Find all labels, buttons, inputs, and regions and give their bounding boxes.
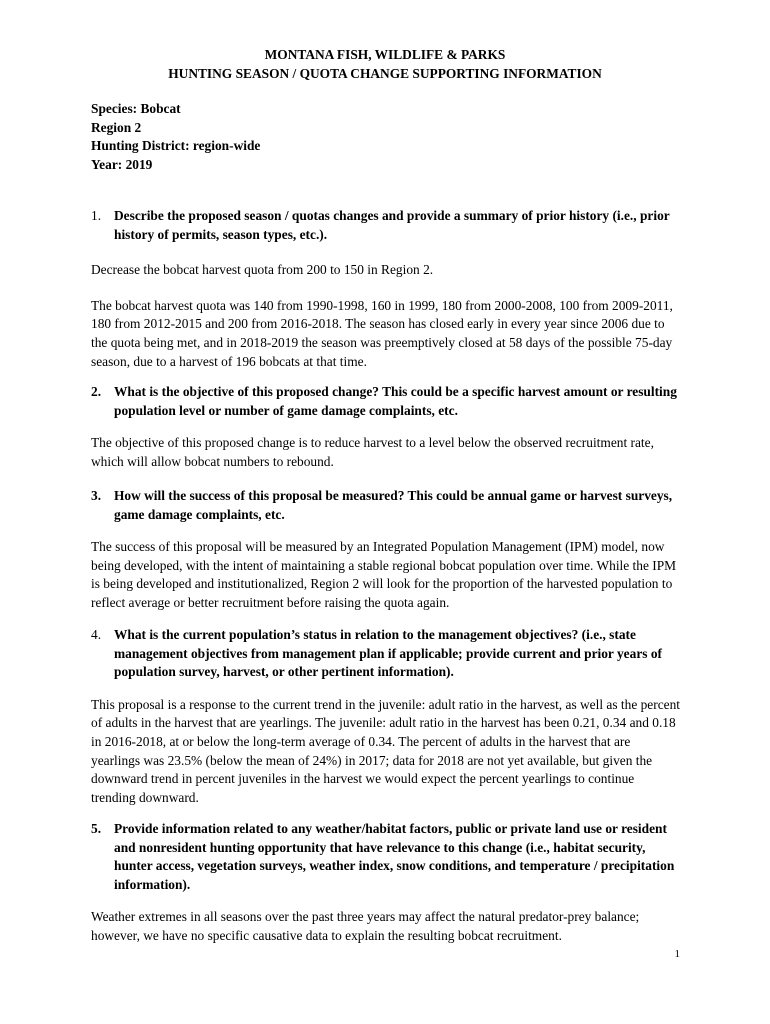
hunting-district-label: Hunting District: region-wide [91,138,261,154]
section-1-answer-2: The bobcat harvest quota was 140 from 1990-1998, 160 in 1999, 180 from 2000-2008, 100 from 2009-2011, 180 from 2012-2015 and 200 from 2016-2018. The season has closed early in every year since 2006 due to the quota being met, and in 2018-2019 the season was preemptively closed at 58 days of the possible 75-day season, due to a harvest of 196 bobcats at that time. [91,297,673,369]
species-label: Species: Bobcat [91,101,181,116]
section-2 [91,383,682,471]
region-label: Region 2 [91,119,142,135]
section-5 [91,820,682,946]
section-5-answer-1: Weather extremes in all seasons over the past three years may affect the natural predator-prey balance; however, we have no specific causative data to explain the resulting bobcat recruitment. [91,909,640,943]
page-number: 1 [674,948,680,960]
section-4-question-text: What is the current population’s status in relation to the management objectives? (i.e., state management objectives from management plan if applicable; provide current and prior years of population survey, harvest, or other pertinent information). [114,627,662,680]
year-label: Year: 2019 [91,156,153,172]
section-1-number: 1. [91,208,102,223]
section-2-number: 2. [91,384,102,399]
section-3-question-text: How will the success of this proposal be measured? This could be annual game or harvest surveys, game damage complaints, etc. [114,488,673,522]
section-4-number: 4. [91,627,102,642]
section-3-question [91,487,682,524]
section-4-question [91,626,682,682]
document-title: HUNTING SEASON / QUOTA CHANGE SUPPORTING INFORMATION [168,65,602,81]
section-2-question-text: What is the objective of this proposed change? This could be a specific harvest amount or resulting population level or number of game damage complaints, etc. [114,384,677,418]
document-header [0,46,770,83]
section-2-question [91,383,682,420]
section-2-answer-1: The objective of this proposed change is to reduce harvest to a level below the observed recruitment rate, which will allow bobcat numbers to rebound. [91,435,654,469]
section-1-question-text: Describe the proposed season / quotas changes and provide a summary of prior history (i.e., prior history of permits, season types, etc.). [114,208,670,242]
section-3-answer-1: The success of this proposal will be measured by an Integrated Population Management (IPM) model, now being developed, with the intent of maintaining a stable regional bobcat population over time. While the IPM is being developed and institutionalized, Region 2 will look for the proportion of the harvested population to reflect average or better recruitment before raising the quota again. [91,539,677,610]
section-1 [91,207,682,371]
section-5-question-text: Provide information related to any weather/habitat factors, public or private land use or resident and nonresident hunting opportunity that have relevance to this change (i.e., habitat security, hunter access, vegetation surveys, weather index, snow conditions, and temperature / precipitation information). [114,821,675,892]
section-4-answer-1: This proposal is a response to the current trend in the juvenile: adult ratio in the harvest, as well as the percent of adults in the harvest that are yearlings. The juvenile: adult ratio in the harvest has been 0.21, 0.34 and 0.18 in 2016-2018, at or below the long-term average of 0.34. The percent of adults in the harvest that are yearlings was 23.5% (below the mean of 24%) in 2017; data for 2018 are not yet available, but given the downward trend in percent juveniles in the harvest we would expect the percent yearlings to continue trending downward. [91,696,681,805]
section-1-answer-1: Decrease the bobcat harvest quota from 200 to 150 in Region 2. [91,262,434,278]
section-5-question [91,820,682,894]
section-1-question [91,207,682,244]
agency-title: MONTANA FISH, WILDLIFE & PARKS [264,47,506,62]
section-3-number: 3. [91,488,102,503]
section-4 [91,626,682,807]
species-info-block [91,100,260,174]
section-3 [91,487,682,613]
section-5-number: 5. [91,821,102,836]
